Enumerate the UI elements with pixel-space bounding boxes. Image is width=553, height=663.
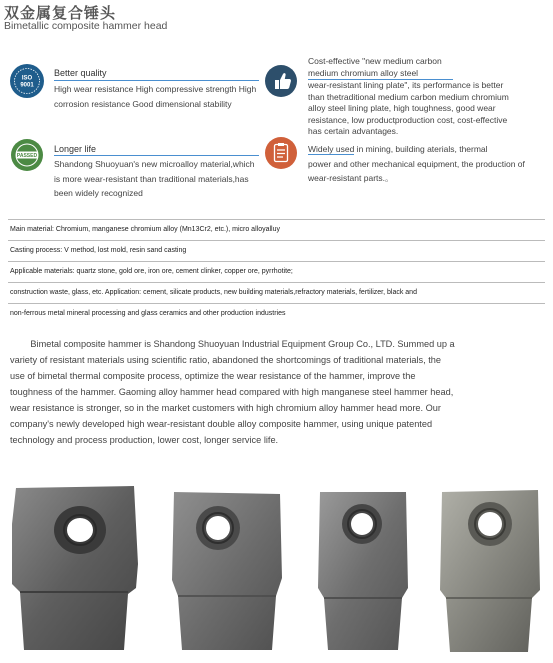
paragraph-line: technology and process production, lower cost, longer service life. (10, 435, 279, 445)
feature-title: Widely used (308, 144, 355, 154)
page-title-cn: 双金属复合锤头 (4, 4, 117, 22)
hammer-head-photo-2 (168, 488, 286, 659)
feature-underline (54, 80, 259, 81)
passed-stamp-icon (10, 138, 44, 172)
feature-body-line: corrosion resistance Good dimensional stability (54, 98, 232, 109)
feature-title: Longer life (54, 144, 97, 154)
feature-body-line: Cost-effective "new medium carbon (308, 56, 442, 66)
spec-divider (8, 219, 545, 220)
feature-widely-used (262, 134, 547, 194)
paragraph-line: company's newly developed high wear-resistant double alloy composite hammer, using unique patented (10, 419, 433, 429)
spec-divider (8, 261, 545, 262)
page-title-en: Bimetallic composite hammer head (4, 20, 168, 32)
paragraph-line: use of bimetal thermal composite process, optimize the wear resistance of the hammer, improve the (10, 371, 416, 381)
iso-badge-top: ISO (21, 75, 33, 82)
feature-body-line: has certain advantages. (308, 126, 399, 136)
feature-body-line: wear-resistant lining plate", its performance is better (308, 80, 504, 90)
checklist-icon (264, 136, 298, 170)
hammer-head-photo-1 (10, 484, 140, 657)
feature-body (308, 56, 548, 138)
feature-body-line: medium chromium alloy steel (308, 68, 453, 81)
passed-stamp-text: PASSED (16, 153, 38, 159)
feature-body-line: resistance, low productproduction cost, cost-effective (308, 114, 508, 125)
description-paragraph (10, 336, 542, 448)
thumbs-up-icon (264, 64, 298, 98)
feature-body (54, 82, 264, 111)
spec-casting-process: Casting process: V method, lost mold, resin sand casting (10, 247, 187, 254)
spec-applicable-materials: Applicable materials: quartz stone, gold ore, iron ore, cement clinker, copper ore, pyrrhotite; (10, 268, 293, 275)
spec-main-material: Main material: Chromium, manganese chromium alloy (Mn13Cr2, etc.), micro alloyalluy (10, 226, 280, 233)
feature-cost-effective (262, 56, 547, 141)
spec-industries: non-ferrous metal mineral processing and glass ceramics and other production industries (10, 310, 286, 317)
feature-body-line: alloy steel lining plate, high toughness, good wear (308, 103, 496, 113)
paragraph-line: wear resistance is stronger, so in the market customers with high chromium alloy hammer head more. Our (10, 403, 441, 413)
feature-body-line: wear-resistant parts.。 (308, 173, 394, 183)
feature-body-line: is more wear-resistant than traditional materials,has (54, 173, 249, 184)
paragraph-line: toughness of the hammer. Gaoming alloy hammer head compared with high manganese steel hammer head, (10, 387, 454, 397)
feature-body-line: than thetraditional medium carbon medium chromium (308, 91, 509, 102)
spec-divider (8, 240, 545, 241)
spec-divider (8, 303, 545, 304)
spec-application: construction waste, glass, etc. Application: cement, silicate products, new building materials,refractory materials, fertilizer, black and (10, 289, 417, 296)
feature-body-line: Shandong Shuoyuan's new microalloy material,which (54, 159, 255, 169)
hammer-head-photo-3 (314, 488, 412, 659)
feature-title-rest: in mining, building aterials, thermal (354, 144, 488, 154)
feature-better-quality (8, 60, 258, 120)
hammer-head-photo-4 (438, 486, 542, 661)
feature-underline (54, 155, 259, 156)
feature-body-line: High wear resistance High compressive strength High (54, 84, 257, 94)
spec-divider (8, 282, 545, 283)
feature-title-line (308, 142, 548, 157)
feature-body (54, 157, 269, 201)
feature-longer-life (8, 138, 258, 208)
feature-body-line: been widely recognized (54, 188, 143, 198)
iso-9001-badge-icon (10, 64, 44, 98)
paragraph-line: variety of resistant materials using scientific ratio, abandoned the shortcomings of traditional materials, the (10, 355, 442, 365)
feature-title: Better quality (54, 68, 107, 78)
paragraph-line: Bimetal composite hammer is Shandong Shuoyuan Industrial Equipment Group Co., LTD. Summed up a (10, 339, 455, 349)
feature-body-line: power and other mechanical equipment, the production of (308, 158, 525, 169)
feature-body (308, 142, 548, 186)
iso-badge-bottom: 9001 (20, 82, 34, 89)
